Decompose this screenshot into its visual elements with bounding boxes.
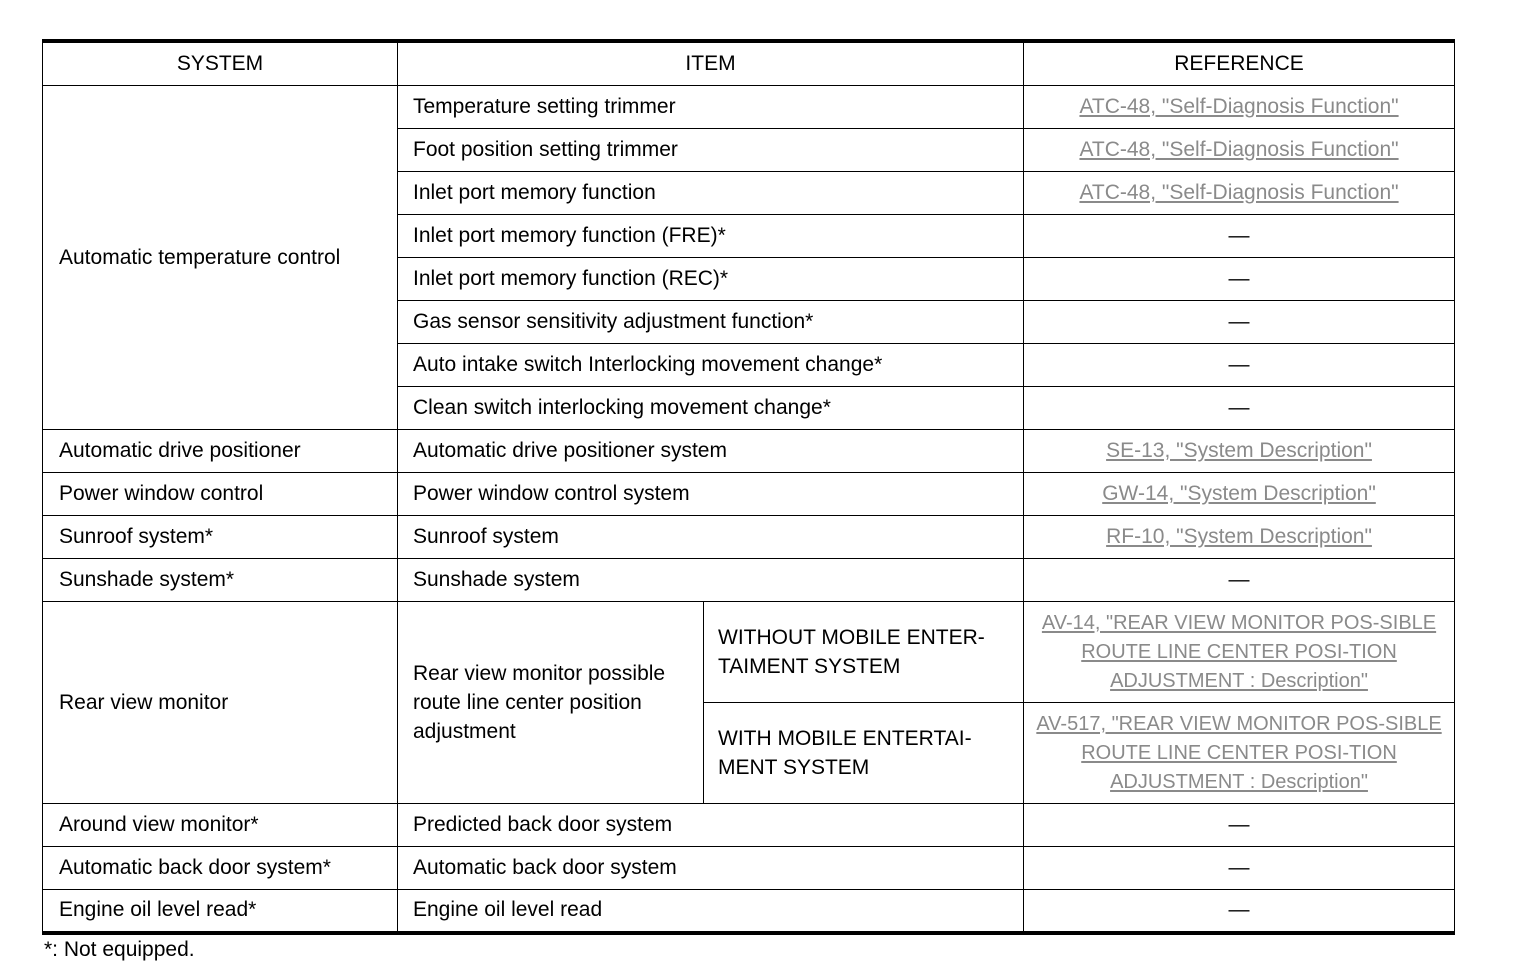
system-cell: Around view monitor*	[43, 804, 398, 847]
reference-cell	[1024, 129, 1455, 172]
reference-cell	[1024, 703, 1455, 804]
reference-link[interactable]: ATC-48, "Self-Diagnosis Function"	[1079, 181, 1399, 204]
item-cell: Sunshade system	[398, 559, 1024, 602]
reference-cell	[1024, 473, 1455, 516]
table-row	[43, 847, 1455, 890]
system-cell: Engine oil level read*	[43, 890, 398, 933]
system-cell: Automatic back door system*	[43, 847, 398, 890]
reference-link[interactable]: GW-14, "System Description"	[1102, 482, 1376, 505]
reference-link[interactable]: ATC-48, "Self-Diagnosis Function"	[1079, 138, 1399, 161]
reference-dash: —	[1024, 559, 1455, 602]
reference-cell	[1024, 602, 1455, 703]
reference-dash: —	[1024, 847, 1455, 890]
sub-item-cell: WITH MOBILE ENTERTAI-MENT SYSTEM	[704, 703, 1024, 804]
reference-cell	[1024, 172, 1455, 215]
reference-cell	[1024, 516, 1455, 559]
item-cell: Gas sensor sensitivity adjustment function*	[398, 301, 1024, 344]
reference-table	[42, 39, 1455, 935]
reference-dash: —	[1024, 301, 1455, 344]
item-cell: Predicted back door system	[398, 804, 1024, 847]
reference-link[interactable]: AV-14, "REAR VIEW MONITOR POS-SIBLE ROUTE LINE CENTER POSI-TION ADJUSTMENT : Description"	[1041, 611, 1437, 692]
reference-cell	[1024, 430, 1455, 473]
sub-item-cell: WITHOUT MOBILE ENTER-TAIMENT SYSTEM	[704, 602, 1024, 703]
reference-link[interactable]: AV-517, "REAR VIEW MONITOR POS-SIBLE ROUTE LINE CENTER POSI-TION ADJUSTMENT : Description"	[1036, 712, 1442, 793]
header-item: ITEM	[398, 41, 1024, 86]
table-row	[43, 890, 1455, 933]
table-row	[43, 86, 1455, 129]
item-cell: Auto intake switch Interlocking movement change*	[398, 344, 1024, 387]
reference-link[interactable]: RF-10, "System Description"	[1106, 525, 1372, 548]
item-cell: Inlet port memory function	[398, 172, 1024, 215]
table-row	[43, 473, 1455, 516]
header-reference: REFERENCE	[1024, 41, 1455, 86]
reference-dash: —	[1024, 387, 1455, 430]
item-cell: Clean switch interlocking movement change*	[398, 387, 1024, 430]
table-row	[43, 602, 1455, 703]
item-cell: Automatic drive positioner system	[398, 430, 1024, 473]
system-cell: Rear view monitor	[43, 602, 398, 804]
item-cell: Power window control system	[398, 473, 1024, 516]
system-cell: Sunroof system*	[43, 516, 398, 559]
table-row	[43, 804, 1455, 847]
system-cell: Automatic drive positioner	[43, 430, 398, 473]
table-row	[43, 559, 1455, 602]
reference-dash: —	[1024, 804, 1455, 847]
item-cell: Temperature setting trimmer	[398, 86, 1024, 129]
reference-link[interactable]: SE-13, "System Description"	[1106, 439, 1372, 462]
item-cell: Inlet port memory function (FRE)*	[398, 215, 1024, 258]
table-row	[43, 430, 1455, 473]
item-cell: Foot position setting trimmer	[398, 129, 1024, 172]
reference-dash: —	[1024, 258, 1455, 301]
system-cell: Power window control	[43, 473, 398, 516]
reference-dash: —	[1024, 344, 1455, 387]
footnote: *: Not equipped.	[44, 938, 195, 961]
item-cell: Automatic back door system	[398, 847, 1024, 890]
system-cell: Sunshade system*	[43, 559, 398, 602]
item-cell: Engine oil level read	[398, 890, 1024, 933]
reference-link[interactable]: ATC-48, "Self-Diagnosis Function"	[1079, 95, 1399, 118]
reference-cell	[1024, 86, 1455, 129]
system-cell: Automatic temperature control	[43, 86, 398, 430]
table-row	[43, 516, 1455, 559]
table-header-row	[43, 41, 1455, 86]
item-cell: Inlet port memory function (REC)*	[398, 258, 1024, 301]
reference-dash: —	[1024, 215, 1455, 258]
reference-dash: —	[1024, 890, 1455, 933]
item-cell: Rear view monitor possible route line center position adjustment	[398, 602, 704, 804]
item-cell: Sunroof system	[398, 516, 1024, 559]
header-system: SYSTEM	[43, 41, 398, 86]
